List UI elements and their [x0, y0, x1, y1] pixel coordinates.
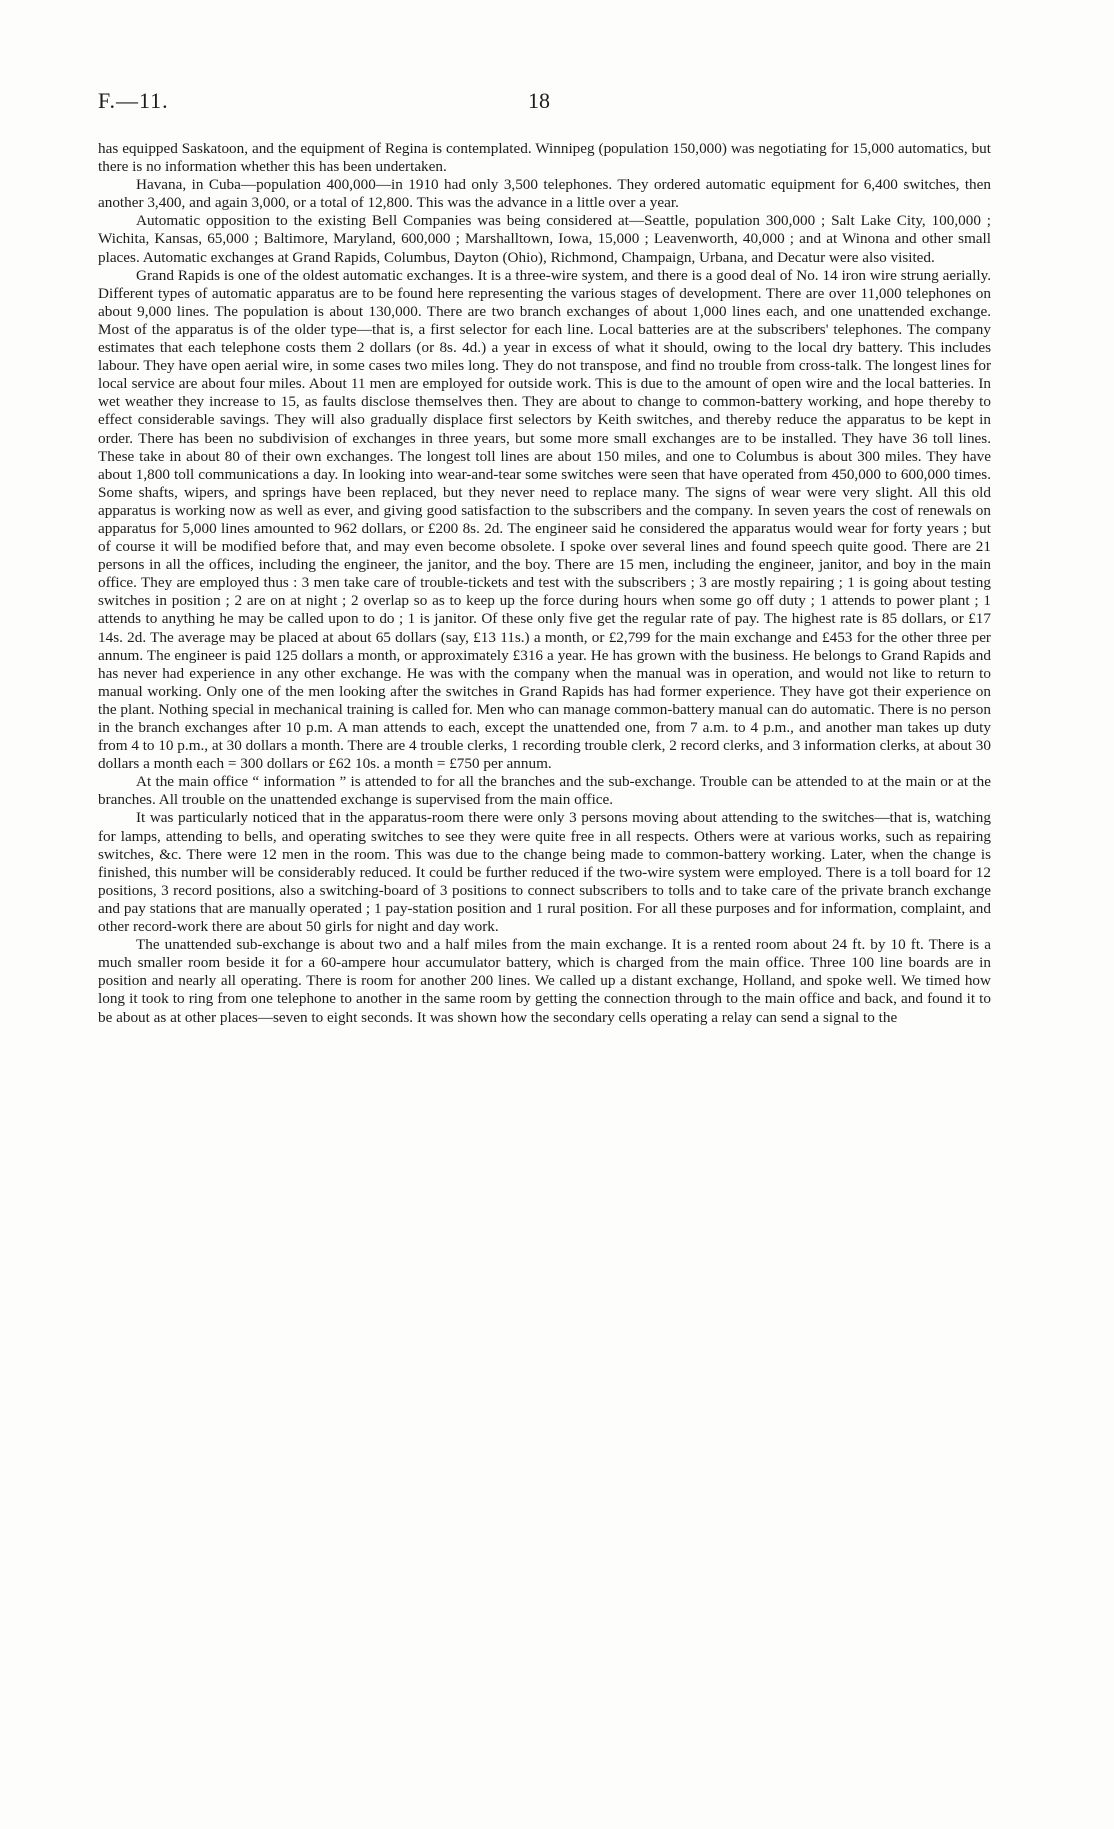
document-code: F.—11. [98, 88, 169, 113]
paragraph-saskatoon-winnipeg: has equipped Saskatoon, and the equipment of Regina is contemplated. Winnipeg (population 150,000) was negotiating for 15,000 automatics, but there is no information whether this has been undertaken. [98, 140, 991, 176]
paragraph-automatic-opposition: Automatic opposition to the existing Bell Companies was being considered at—Seattle, population 300,000 ; Salt Lake City, 100,000 ; Wichita, Kansas, 65,000 ; Baltimore, Maryland, 600,000 ; Marshalltown, Iowa, 15,000 ; Leavenworth, 40,000 ; and at Winona and other small places. Automatic exchanges at Grand Rapids, Columbus, Dayton (Ohio), Richmond, Champaign, Urbana, and Decatur were also visited. [98, 212, 991, 266]
paragraph-havana: Havana, in Cuba—population 400,000—in 1910 had only 3,500 telephones. They ordered automatic equipment for 6,400 switches, then another 3,400, and again 3,000, or a total of 12,800. This was the advance in a little over a year. [98, 176, 991, 212]
body-text [98, 140, 991, 1027]
paragraph-apparatus-room: It was particularly noticed that in the apparatus-room there were only 3 persons moving about attending to the switches—that is, watching for lamps, attending to bells, and operating switches to see they were quite free in all respects. Others were at various works, such as repairing switches, &c. There were 12 men in the room. This was due to the change being made to common-battery working. Later, when the change is finished, this number will be considerably reduced. It could be further reduced if the two-wire system were employed. There is a toll board for 12 positions, 3 record positions, also a switching-board of 3 positions to connect subscribers to tolls and to take care of the private branch exchange and pay stations that are manually operated ; 1 pay-station position and 1 rural position. For all these purposes and for information, complaint, and other record-work there are about 50 girls for night and day work. [98, 809, 991, 936]
paragraph-main-office-information: At the main office “ information ” is attended to for all the branches and the sub-exchange. Trouble can be attended to at the main or at the branches. All trouble on the unattended exchange is supervised from the main office. [98, 773, 991, 809]
page-header [98, 88, 998, 128]
paragraph-grand-rapids: Grand Rapids is one of the oldest automatic exchanges. It is a three-wire system, and there is a good deal of No. 14 iron wire strung aerially. Different types of automatic apparatus are to be found here representing the various stages of development. There are over 11,000 telephones on about 9,000 lines. The population is about 130,000. There are two branch exchanges of about 1,000 lines each, and one unattended exchange. Most of the apparatus is of the older type—that is, a first selector for each line. Local batteries are at the subscribers' telephones. The company estimates that each telephone costs them 2 dollars (or 8s. 4d.) a year in excess of what it should, owing to the local dry battery. This includes labour. They have open aerial wire, in some cases two miles long. They do not transpose, and find no trouble from cross-talk. The longest lines for local service are about four miles. About 11 men are employed for outside work. This is due to the amount of open wire and the local batteries. In wet weather they increase to 15, as faults disclose themselves then. They are about to change to common-battery working, and hope thereby to effect considerable savings. They will also gradually displace first selectors by Keith switches, and thereby reduce the apparatus to be kept in order. There has been no subdivision of exchanges in three years, but some more small exchanges are to be installed. They have 36 toll lines. These take in about 80 of their own exchanges. The longest toll lines are about 150 miles, and one to Columbus is about 300 miles. They have about 1,800 toll communications a day. In looking into wear-and-tear some switches were seen that have operated from 450,000 to 600,000 times. Some shafts, wipers, and springs have been replaced, but they never need to replace many. The signs of wear were very slight. All this old apparatus is working now as well as ever, and giving good satisfaction to the subscribers and the company. In seven years the cost of renewals on apparatus for 5,000 lines amounted to 962 dollars, or £200 8s. 2d. The engineer said he considered the apparatus would wear for forty years ; but of course it will be modified before that, and may even become obsolete. I spoke over several lines and found speech quite good. There are 21 persons in all the offices, including the engineer, the janitor, and the boy. There are 15 men, including the engineer, janitor, and boy in the main office. They are employed thus : 3 men take care of trouble-tickets and test with the subscribers ; 3 are mostly repairing ; 1 is going about testing switches in position ; 2 are on at night ; 2 overlap so as to keep up the force during hours when some go off duty ; 1 attends to power plant ; 1 attends to anything he may be called upon to do ; 1 is janitor. Of these only five get the regular rate of pay. The highest rate is 85 dollars, or £17 14s. 2d. The average may be placed at about 65 dollars (say, £13 11s.) a month, or £2,799 for the main exchange and £453 for the other three per annum. The engineer is paid 125 dollars a month, or approximately £316 a year. He has grown with the business. He belongs to Grand Rapids and has never had experience in any other exchange. He was with the company when the manual was in operation, and would not like to return to manual working. Only one of the men looking after the switches in Grand Rapids has had former experience. They have got their experience on the plant. Nothing special in mechanical training is called for. Men who can manage common-battery manual can do automatic. There is no person in the branch exchanges after 10 p.m. A man attends to each, except the unattended one, from 7 a.m. to 4 p.m., and another man takes up duty from 4 to 10 p.m., at 30 dollars a month. There are 4 trouble clerks, 1 recording trouble clerk, 2 record clerks, and 3 information clerks, at about 30 dollars a month each = 300 dollars or £62 10s. a month = £750 per annum. [98, 266, 991, 773]
page-number: 18 [528, 88, 550, 113]
paragraph-unattended-sub-exchange: The unattended sub-exchange is about two and a half miles from the main exchange. It is a rented room about 24 ft. by 10 ft. There is a much smaller room beside it for a 60-ampere hour accumulator battery, which is charged from the main office. Three 100 line boards are in position and nearly all operating. There is room for another 200 lines. We called up a distant exchange, Holland, and spoke well. We timed how long it took to ring from one telephone to another in the same room by getting the connection through to the main office and back, and found it to be about as at other places—seven to eight seconds. It was shown how the secondary cells operating a relay can send a signal to the [98, 936, 991, 1026]
